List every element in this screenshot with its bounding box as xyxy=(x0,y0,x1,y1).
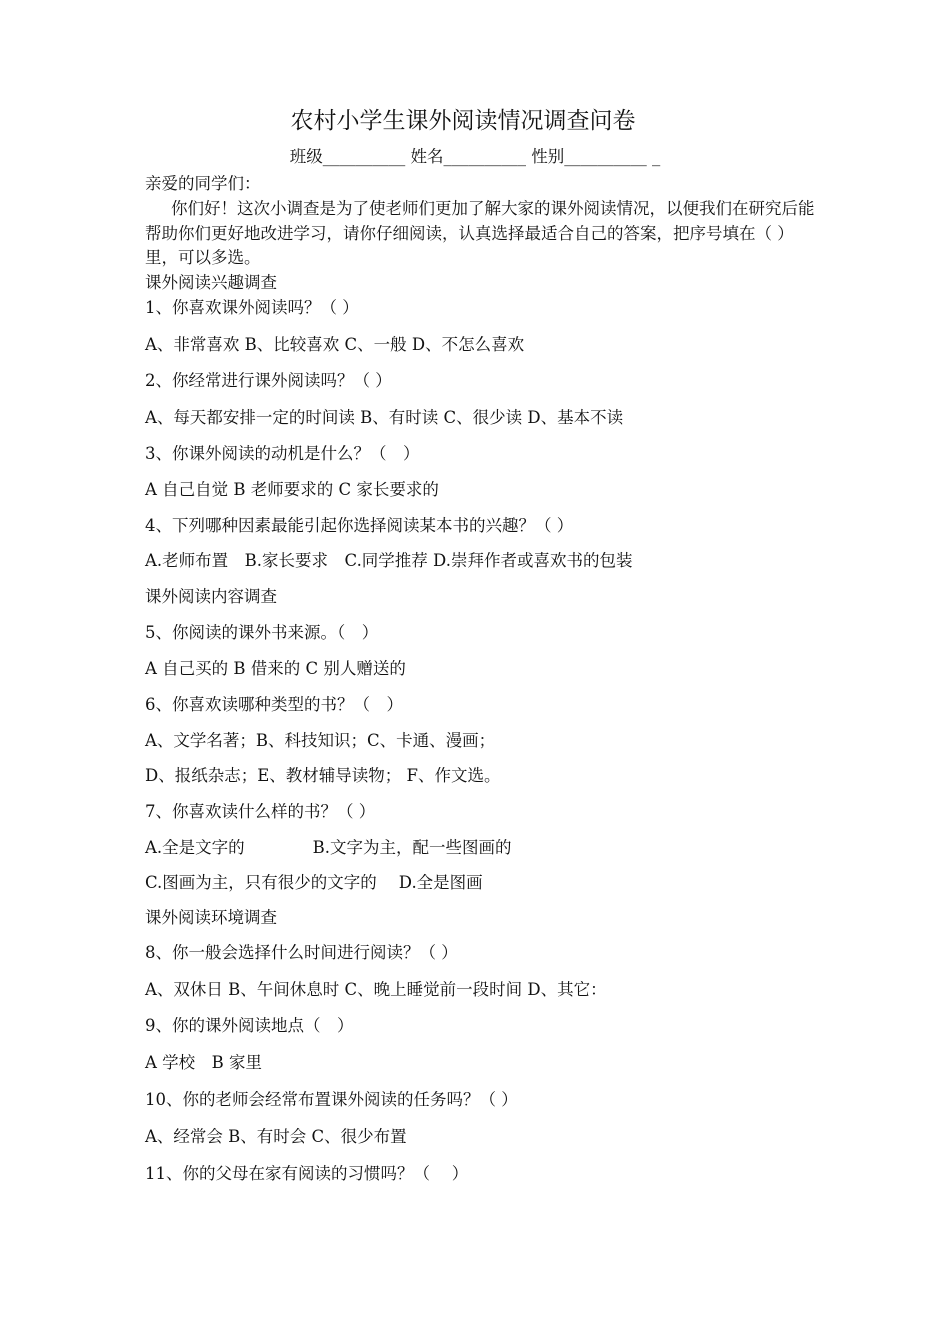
question-10: 10、你的老师会经常布置课外阅读的任务吗？（ ） xyxy=(145,1090,518,1109)
question-7-options-1 xyxy=(145,836,512,860)
section-heading-environment: 课外阅读环境调查 xyxy=(145,908,277,927)
question-2-options: A、每天都安排一定的时间读 B、有时读 C、很少读 D、基本不读 xyxy=(145,408,624,427)
section-heading-interest: 课外阅读兴趣调查 xyxy=(145,273,277,292)
question-1-options: A、非常喜欢 B、比较喜欢 C、一般 D、不怎么喜欢 xyxy=(145,335,525,354)
intro-text: 你们好！这次小调查是为了使老师们更加了解大家的课外阅读情况，以便我们在研究后能帮助你们更好地改进学习，请你仔细阅读，认真选择最适合自己的答案，把序号填在（ ）里，可以多选。 xyxy=(145,199,815,267)
section-heading-content: 课外阅读内容调查 xyxy=(145,587,277,606)
question-7-option-a: A.全是文字的 xyxy=(145,838,245,857)
question-5: 5、你阅读的课外书来源。（ ） xyxy=(145,623,379,642)
question-2: 2、你经常进行课外阅读吗？（ ） xyxy=(145,371,392,390)
question-5-options: A 自己买的 B 借来的 C 别人赠送的 xyxy=(145,659,406,678)
question-6-options-1: A、文学名著；B、科技知识；C、卡通、漫画； xyxy=(145,731,496,750)
question-7: 7、你喜欢读什么样的书？（ ） xyxy=(145,802,376,821)
question-3-options: A 自己自觉 B 老师要求的 C 家长要求的 xyxy=(145,480,439,499)
intro-paragraph xyxy=(145,197,815,271)
question-9: 9、你的课外阅读地点（ ） xyxy=(145,1016,354,1035)
question-8: 8、你一般会选择什么时间进行阅读？（ ） xyxy=(145,943,458,962)
question-9-options: A 学校 B 家里 xyxy=(145,1053,263,1072)
question-10-options: A、经常会 B、有时会 C、很少布置 xyxy=(145,1127,407,1146)
question-7-option-d: D.全是图画 xyxy=(398,873,483,892)
question-6: 6、你喜欢读哪种类型的书？（ ） xyxy=(145,695,403,714)
greeting: 亲爱的同学们： xyxy=(145,174,261,193)
question-11: 11、你的父母在家有阅读的习惯吗？（ ） xyxy=(145,1164,469,1183)
question-4: 4、下列哪种因素最能引起你选择阅读某本书的兴趣？（ ） xyxy=(145,516,574,535)
question-6-options-2: D、报纸杂志；E、教材辅导读物； F、作文选。 xyxy=(145,766,501,785)
question-8-options: A、双休日 B、午间休息时 C、晚上睡觉前一段时间 D、其它： xyxy=(145,980,607,999)
student-info-fields: 班级__________ 姓名__________ 性别__________ _ xyxy=(289,147,661,166)
question-1: 1、你喜欢课外阅读吗？（ ） xyxy=(145,298,359,317)
question-7-options-2 xyxy=(145,871,483,895)
document-title: 农村小学生课外阅读情况调查问卷 xyxy=(290,108,636,134)
question-7-option-b: B.文字为主，配一些图画的 xyxy=(312,838,512,857)
question-7-option-c: C.图画为主，只有很少的文字的 xyxy=(145,873,377,892)
question-4-options: A.老师布置 B.家长要求 C.同学推荐 D.崇拜作者或喜欢书的包装 xyxy=(145,551,633,570)
question-3: 3、你课外阅读的动机是什么？（ ） xyxy=(145,444,420,463)
